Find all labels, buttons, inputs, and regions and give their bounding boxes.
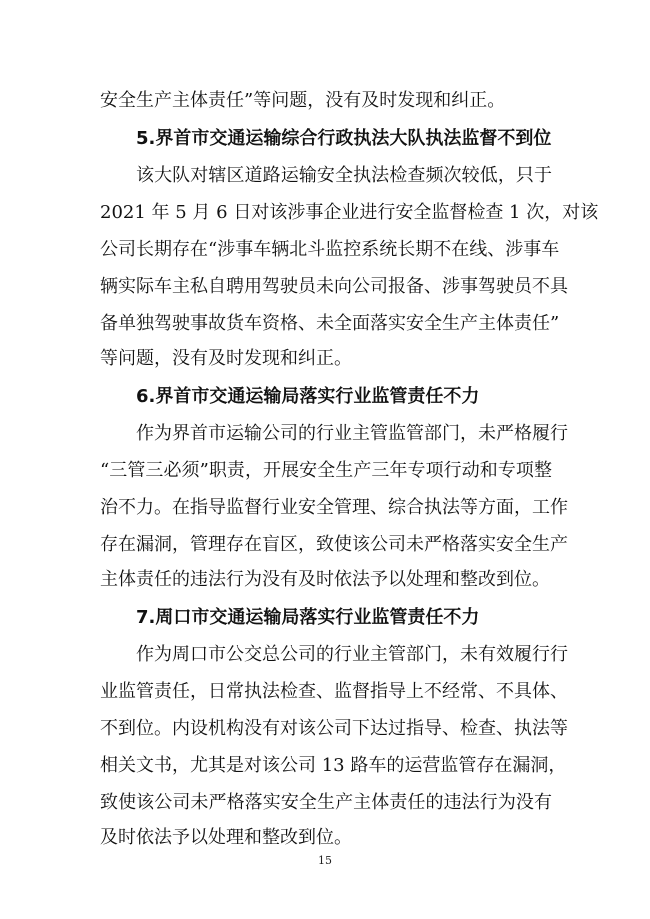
text-line: 业监管责任，日常执法检查、监督指导上不经常、不具体、 bbox=[100, 681, 568, 702]
text-line: 作为界首市运输公司的行业主管监管部门，未严格履行 bbox=[136, 423, 568, 444]
page-number: 15 bbox=[318, 854, 332, 867]
text-line: 主体责任的违法行为没有及时依法予以处理和整改到位。 bbox=[100, 569, 550, 590]
text-line: 致使该公司未严格落实安全生产主体责任的违法行为没有 bbox=[100, 792, 552, 813]
section-heading-6: 6.界首市交通运输局落实行业监管责任不力 bbox=[136, 386, 480, 407]
section-heading-7: 7.周口市交通运输局落实行业监管责任不力 bbox=[136, 607, 480, 628]
text-line: 等问题，没有及时发现和纠正。 bbox=[100, 348, 352, 369]
text-line: 治不力。在指导监督行业安全管理、综合执法等方面，工作 bbox=[100, 497, 568, 518]
text-line: 安全生产主体责任”等问题，没有及时发现和纠正。 bbox=[100, 90, 506, 111]
text-line: 公司长期存在“涉事车辆北斗监控系统长期不在线、涉事车 bbox=[100, 239, 560, 260]
text-line: 存在漏洞，管理存在盲区，致使该公司未严格落实安全生产 bbox=[100, 534, 568, 555]
text-line: 作为周口市公交总公司的行业主管部门，未有效履行行 bbox=[136, 644, 568, 665]
text-line: 辆实际车主私自聘用驾驶员未向公司报备、涉事驾驶员不具 bbox=[100, 276, 568, 297]
text-line: “三管三必须”职责，开展安全生产三年专项行动和专项整 bbox=[100, 460, 552, 481]
text-line: 相关文书，尤其是对该公司 13 路车的运营监管存在漏洞， bbox=[100, 755, 567, 776]
section-heading-5: 5.界首市交通运输综合行政执法大队执法监督不到位 bbox=[136, 128, 552, 149]
text-line: 不到位。内设机构没有对该公司下达过指导、检查、执法等 bbox=[100, 718, 568, 739]
text-line: 及时依法予以处理和整改到位。 bbox=[100, 827, 352, 848]
text-line: 2021 年 5 月 6 日对该涉事企业进行安全监督检查 1 次，对该 bbox=[100, 202, 599, 223]
text-line: 该大队对辖区道路运输安全执法检查频次较低，只于 bbox=[136, 165, 552, 186]
text-line: 备单独驾驶事故货车资格、未全面落实安全生产主体责任” bbox=[100, 313, 560, 334]
